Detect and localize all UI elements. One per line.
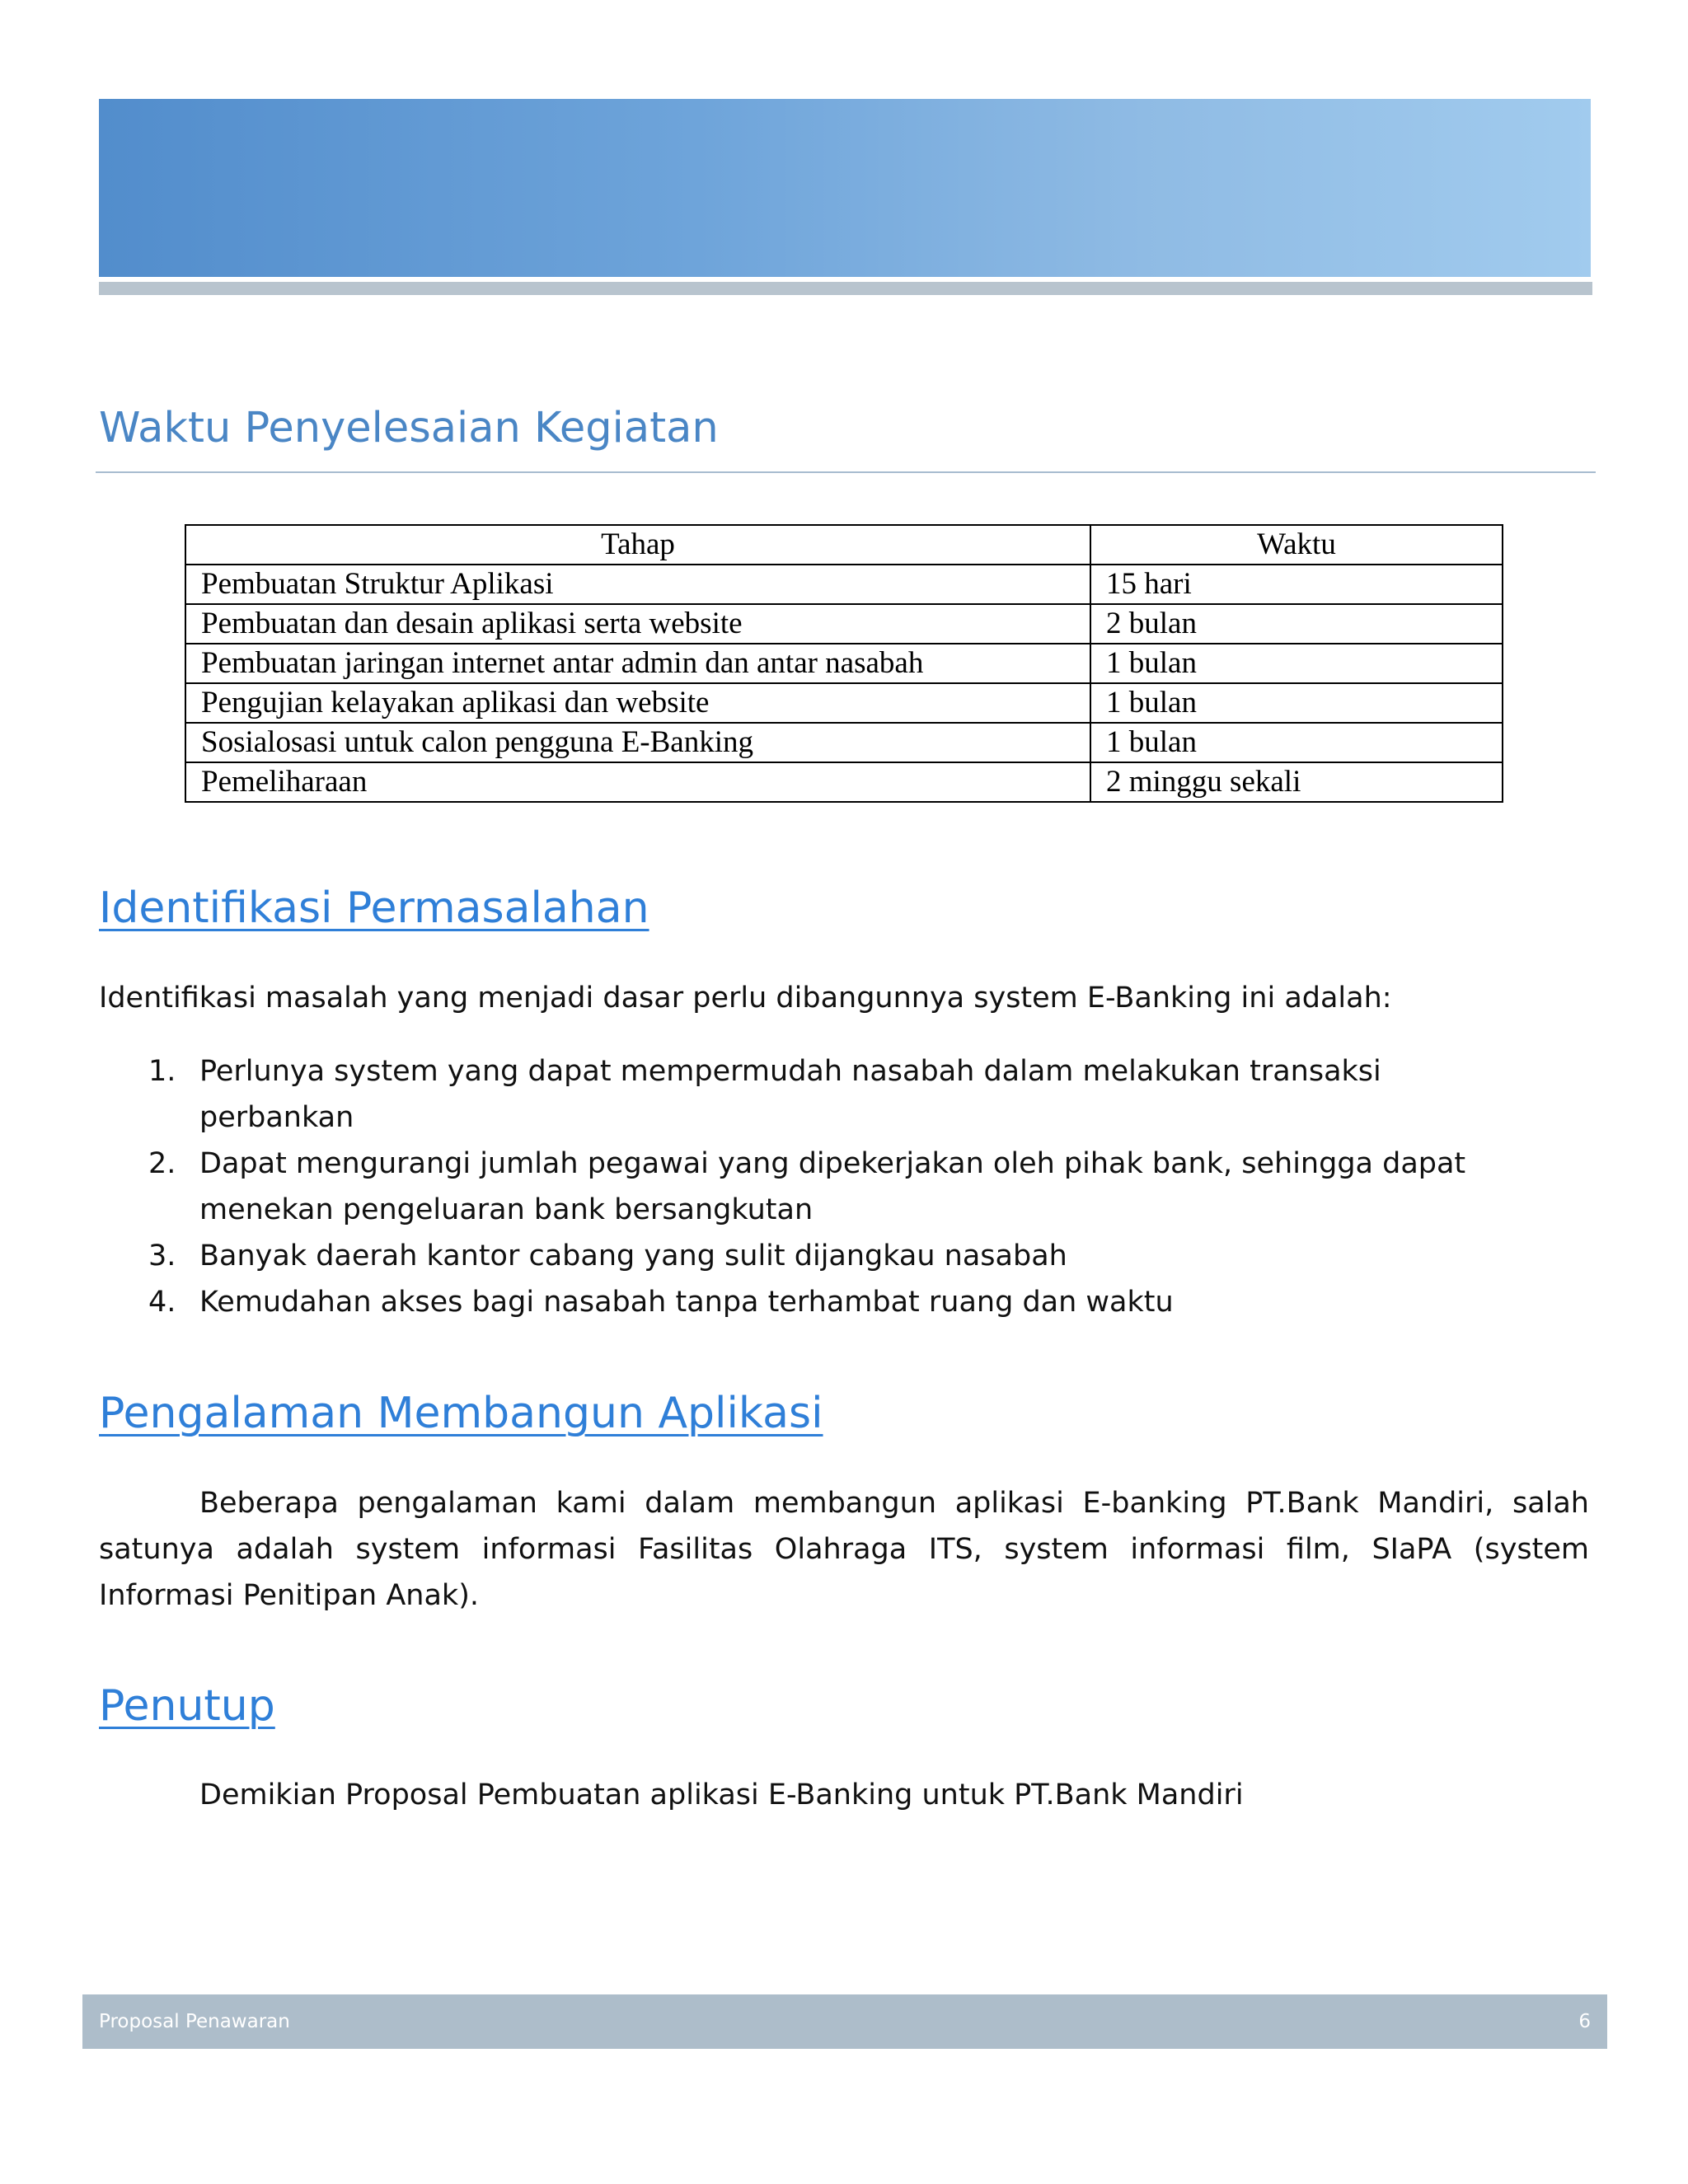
pengalaman-paragraph: Beberapa pengalaman kami dalam membangun aplikasi E-banking PT.Bank Mandiri, salah satunya adalah system informasi Fasilitas Olahraga ITS, system informasi film, SIaPA (system Informasi Penitipan Anak).	[99, 1487, 1589, 1612]
table-row	[185, 644, 1503, 683]
column-header-stage: Tahap	[185, 525, 1090, 565]
list-item	[99, 1279, 1492, 1325]
list-item-number: 1.	[148, 1055, 176, 1088]
schedule-heading-rule	[96, 471, 1596, 473]
list-item-text: Banyak daerah kantor cabang yang sulit dijangkau nasabah	[199, 1240, 1067, 1272]
header-divider	[99, 282, 1592, 295]
time-cell: 1 bulan	[1090, 644, 1503, 683]
list-item-text: Dapat mengurangi jumlah pegawai yang dipekerjakan oleh pihak bank, sehingga dapat menekan pengeluaran bank bersangkutan	[199, 1147, 1466, 1226]
time-cell: 2 minggu sekali	[1090, 762, 1503, 802]
list-item-number: 3.	[148, 1240, 176, 1272]
pengalaman-heading: Pengalaman Membangun Aplikasi	[99, 1389, 823, 1438]
stage-cell: Pembuatan dan desain aplikasi serta website	[185, 604, 1090, 644]
penutup-paragraph: Demikian Proposal Pembuatan aplikasi E-Banking untuk PT.Bank Mandiri	[199, 1779, 1244, 1811]
stage-cell: Pemeliharaan	[185, 762, 1090, 802]
page-number: 6	[1578, 2011, 1591, 2032]
stage-cell: Pengujian kelayakan aplikasi dan website	[185, 683, 1090, 723]
table-row	[185, 604, 1503, 644]
table-row	[185, 723, 1503, 762]
list-item-text: Perlunya system yang dapat mempermudah nasabah dalam melakukan transaksi perbankan	[199, 1055, 1381, 1134]
time-cell: 1 bulan	[1090, 723, 1503, 762]
table-row	[185, 683, 1503, 723]
time-cell: 2 bulan	[1090, 604, 1503, 644]
schedule-table	[185, 524, 1503, 803]
list-item	[99, 1141, 1492, 1233]
problem-list	[99, 1048, 1492, 1325]
header-banner	[99, 99, 1591, 277]
column-header-time: Waktu	[1090, 525, 1503, 565]
identifikasi-heading: Identifikasi Permasalahan	[99, 883, 649, 933]
list-item	[99, 1048, 1492, 1141]
list-item-number: 4.	[148, 1286, 176, 1319]
footer-label: Proposal Penawaran	[99, 2011, 290, 2032]
list-item	[99, 1233, 1492, 1279]
schedule-heading: Waktu Penyelesaian Kegiatan	[99, 404, 719, 452]
table-row	[185, 565, 1503, 604]
list-item-text: Kemudahan akses bagi nasabah tanpa terhambat ruang dan waktu	[199, 1286, 1174, 1319]
stage-cell: Pembuatan Struktur Aplikasi	[185, 565, 1090, 604]
page-footer	[82, 1994, 1607, 2049]
list-item-number: 2.	[148, 1147, 176, 1180]
penutup-heading: Penutup	[99, 1681, 275, 1731]
stage-cell: Sosialosasi untuk calon pengguna E-Banking	[185, 723, 1090, 762]
table-row	[185, 762, 1503, 802]
table-header-row	[185, 525, 1503, 565]
stage-cell: Pembuatan jaringan internet antar admin dan antar nasabah	[185, 644, 1090, 683]
time-cell: 15 hari	[1090, 565, 1503, 604]
identifikasi-intro: Identifikasi masalah yang menjadi dasar perlu dibangunnya system E-Banking ini adalah:	[99, 982, 1392, 1015]
time-cell: 1 bulan	[1090, 683, 1503, 723]
